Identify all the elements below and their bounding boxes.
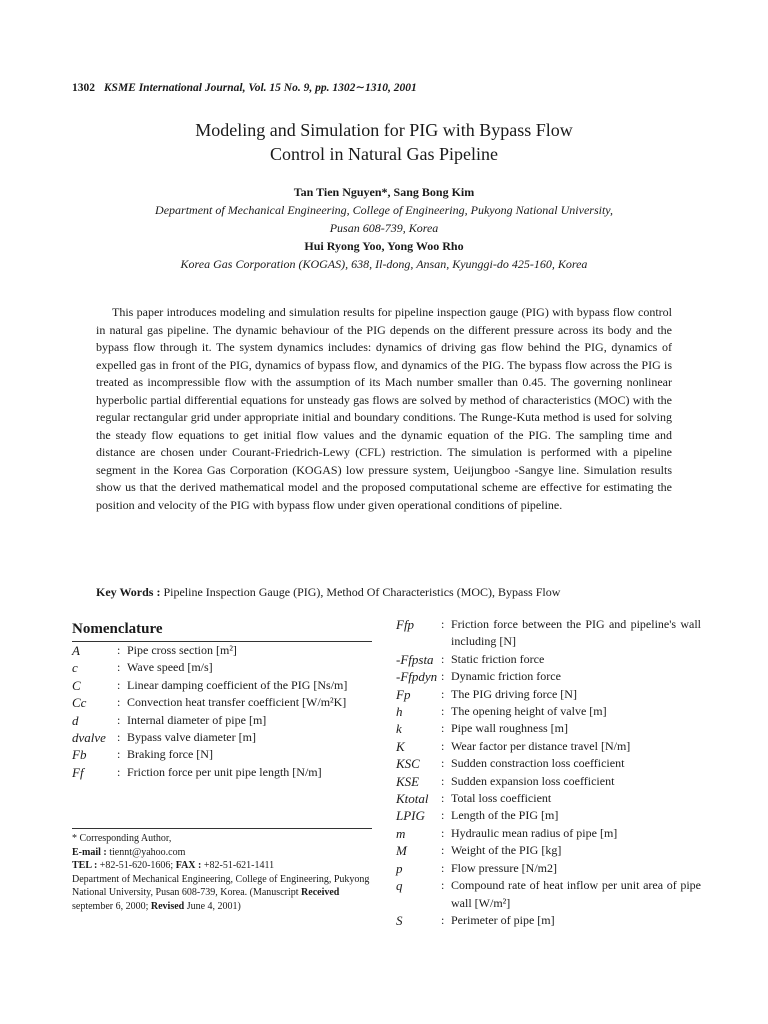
nomenclature-separator: : <box>441 773 445 788</box>
nomenclature-definition: Total loss coefficient <box>451 791 552 806</box>
nomenclature-symbol: Cc <box>72 695 87 711</box>
nomenclature-separator: : <box>117 712 121 727</box>
nomenclature-entry <box>72 677 372 694</box>
nomenclature-definition: Braking force [N] <box>127 747 213 762</box>
nomenclature-definition: Compound rate of heat inflow per unit area of pipe wall [W/m²] <box>451 878 701 910</box>
nomenclature-separator: : <box>117 695 121 710</box>
nomenclature-entry <box>72 642 372 659</box>
email-value: tiennt@yahoo.com <box>109 846 186 858</box>
nomenclature-symbol: C <box>72 677 81 693</box>
nomenclature-definition: Pipe cross section [m²] <box>127 643 237 657</box>
nomenclature-entry <box>396 703 701 720</box>
affiliation-1-line-2: Pusan 608-739, Korea <box>329 221 439 235</box>
nomenclature-symbol: m <box>396 825 406 841</box>
nomenclature-entry <box>396 825 701 842</box>
nomenclature-entry <box>72 729 372 746</box>
nomenclature-symbol: KSC <box>396 756 420 772</box>
nomenclature-entry <box>396 616 701 651</box>
nomenclature-definition: The PIG driving force [N] <box>451 686 577 701</box>
nomenclature-entry <box>72 659 372 676</box>
nomenclature-separator: : <box>441 738 445 753</box>
nomenclature-definition: Pipe wall roughness [m] <box>451 721 568 736</box>
nomenclature-left-column <box>72 616 372 781</box>
nomenclature-separator: : <box>117 643 121 657</box>
nomenclature-left-list <box>72 642 372 781</box>
nomenclature-separator: : <box>441 860 445 875</box>
nomenclature-definition: Perimeter of pipe [m] <box>451 912 555 927</box>
nomenclature-entry <box>396 651 701 668</box>
author-names-2: Hui Ryong Yoo, Yong Woo Rho <box>304 239 464 253</box>
paper-title <box>80 118 688 166</box>
nomenclature-separator: : <box>441 878 445 893</box>
nomenclature-right-column <box>396 616 701 929</box>
nomenclature-definition: Friction force per unit pipe length [N/m] <box>127 764 322 779</box>
nomenclature-symbol: Ktotal <box>396 791 429 807</box>
nomenclature-separator: : <box>441 843 445 858</box>
fax-label: FAX : <box>175 860 202 871</box>
keywords-text: Pipeline Inspection Gauge (PIG), Method Of Characteristics (MOC), Bypass Flow <box>163 585 561 599</box>
nomenclature-entry <box>72 694 372 711</box>
nomenclature-definition: Length of the PIG [m] <box>451 808 559 823</box>
nomenclature-definition: Internal diameter of pipe [m] <box>127 712 267 727</box>
nomenclature-separator: : <box>441 704 445 719</box>
nomenclature-entry <box>396 686 701 703</box>
nomenclature-entry <box>396 912 701 929</box>
nomenclature-separator: : <box>441 808 445 823</box>
nomenclature-symbol: p <box>396 860 403 876</box>
revised-label: Revised <box>150 900 185 912</box>
nomenclature-definition: Flow pressure [N/m2] <box>451 860 557 875</box>
nomenclature-separator: : <box>441 756 445 771</box>
nomenclature-symbol: Ffp <box>396 617 415 632</box>
title-line-1: Modeling and Simulation for PIG with Bypass Flow <box>195 120 573 140</box>
nomenclature-separator: : <box>441 686 445 701</box>
keywords <box>96 583 686 601</box>
nomenclature-definition: Weight of the PIG [kg] <box>451 843 562 858</box>
nomenclature-definition: Static friction force <box>451 651 545 666</box>
nomenclature-symbol: q <box>396 878 403 894</box>
nomenclature-entry <box>396 755 701 772</box>
footnote <box>72 828 372 913</box>
nomenclature-symbol: h <box>396 704 403 720</box>
nomenclature-symbol: LPIG <box>396 808 425 824</box>
nomenclature-symbol: Fp <box>396 686 411 702</box>
nomenclature-separator: : <box>117 677 121 692</box>
nomenclature-separator: : <box>441 721 445 736</box>
nomenclature-definition: Friction force between the PIG and pipeline's wall including [N] <box>451 617 701 649</box>
nomenclature-separator: : <box>441 825 445 840</box>
nomenclature-symbol: K <box>396 738 405 754</box>
revised-date: June 4, 2001) <box>186 900 241 912</box>
nomenclature-entry <box>396 773 701 790</box>
author-block <box>80 183 688 273</box>
nomenclature-separator: : <box>117 764 121 779</box>
nomenclature-symbol: Fb <box>72 747 87 763</box>
received-date: september 6, 2000; <box>72 900 149 912</box>
nomenclature-symbol: k <box>396 721 402 737</box>
author-names-1: Tan Tien Nguyen*, Sang Bong Kim <box>293 185 475 199</box>
nomenclature-symbol: dvalve <box>72 730 106 746</box>
nomenclature-entry <box>396 842 701 859</box>
nomenclature-symbol: d <box>72 712 79 728</box>
nomenclature-heading: Nomenclature <box>72 618 372 642</box>
nomenclature-separator: : <box>117 660 121 675</box>
journal-citation: KSME International Journal, Vol. 15 No. 9, pp. 1302∼1310, 2001 <box>103 82 417 94</box>
nomenclature-definition: Wear factor per distance travel [N/m] <box>451 738 631 753</box>
received-label: Received <box>301 887 340 898</box>
nomenclature-separator: : <box>441 791 445 806</box>
nomenclature-definition: Dynamic friction force <box>451 669 561 684</box>
nomenclature-entry <box>72 746 372 763</box>
nomenclature-symbol: A <box>72 643 80 658</box>
address-text: Department of Mechanical Engineering, College of Engineering, Pukyong National University, Pusan 608-739, Korea. (Manuscript <box>72 873 370 898</box>
affiliation-2: Korea Gas Corporation (KOGAS), 638, Il-dong, Ansan, Kyunggi-do 425-160, Korea <box>180 257 588 271</box>
page-number: 1302 <box>72 82 95 94</box>
nomenclature-separator: : <box>441 669 445 684</box>
footnote-phone-line <box>72 859 372 873</box>
footnote-email-line <box>72 846 372 860</box>
nomenclature-right-list <box>396 616 701 929</box>
nomenclature-entry <box>396 668 701 685</box>
nomenclature-symbol: KSE <box>396 773 420 789</box>
nomenclature-entry <box>72 764 372 781</box>
nomenclature-separator: : <box>441 912 445 927</box>
keywords-label: Key Words : <box>96 585 161 599</box>
nomenclature-definition: Hydraulic mean radius of pipe [m] <box>451 825 618 840</box>
nomenclature-entry <box>396 877 701 912</box>
nomenclature-separator: : <box>441 651 445 666</box>
nomenclature-definition: The opening height of valve [m] <box>451 704 607 719</box>
nomenclature-definition: Wave speed [m/s] <box>127 660 213 675</box>
nomenclature-symbol: S <box>396 912 403 928</box>
nomenclature-definition: Linear damping coefficient of the PIG [Ns/m] <box>127 677 348 692</box>
nomenclature-entry <box>396 720 701 737</box>
title-line-2: Control in Natural Gas Pipeline <box>270 144 498 164</box>
affiliation-1-line-1: Department of Mechanical Engineering, College of Engineering, Pukyong National University, <box>155 203 613 217</box>
nomenclature-symbol: -Ffpsta <box>396 651 434 667</box>
nomenclature-definition: Convection heat transfer coefficient [W/m²K] <box>127 695 347 710</box>
nomenclature-symbol: c <box>72 660 78 676</box>
tel-value: +82-51-620-1606; <box>99 860 174 871</box>
nomenclature-entry <box>396 790 701 807</box>
nomenclature-definition: Sudden expansion loss coefficient <box>451 773 615 788</box>
nomenclature-entry <box>396 860 701 877</box>
nomenclature-entry <box>396 807 701 824</box>
nomenclature-entry <box>72 712 372 729</box>
nomenclature-definition: Sudden constraction loss coefficient <box>451 756 625 771</box>
footnote-address <box>72 873 372 914</box>
footnote-corresponding: * Corresponding Author, <box>72 833 172 844</box>
nomenclature-symbol: -Ffpdyn <box>396 669 438 685</box>
nomenclature-entry <box>396 738 701 755</box>
nomenclature-separator: : <box>441 617 445 631</box>
nomenclature-symbol: M <box>396 843 407 859</box>
abstract: This paper introduces modeling and simulation results for pipeline inspection gauge (PIG) with bypass flow control in natural gas pipeline. The dynamic behaviour of the PIG depends on the different pressure across its body and the bypass flow through it. The system dynamics includes: dynamics of driving gas flow behind the PIG, dynamics of expelled gas in front of the PIG, dynamics of bypass flow, and dynamics of the PIG. The bypass flow across the PIG is treated as incompressible flow with the assumption of its Mach number smaller than 0.45. The governing nonlinear hyperbolic partial differential equations for unsteady gas flows are solved by method of characteristics (MOC) with the regular rectangular grid under appropriate initial and boundary conditions. The Runge-Kuta method is used for solving the steady flow equations to get initial flow values and the dynamic equation of the PIG. The sampling time and distance are chosen under Courant-Friedrich-Lewy (CFL) restriction. The simulation is performed with a pipeline segment in the Korea Gas Corporation (KOGAS) low pressure system, Ueijungboo -Sangye line. Simulation results show us that the derived mathematical model and the proposed computational scheme are effective for estimating the position and velocity of the PIG with bypass flow under given operational conditions of pipeline. <box>96 305 672 512</box>
nomenclature-symbol: Ff <box>72 764 84 780</box>
fax-value: +82-51-621-1411 <box>203 860 275 871</box>
nomenclature-separator: : <box>117 730 121 745</box>
running-head <box>72 80 417 94</box>
tel-label: TEL : <box>72 860 98 871</box>
nomenclature-separator: : <box>117 747 121 762</box>
nomenclature-definition: Bypass valve diameter [m] <box>127 730 256 745</box>
email-label: E-mail : <box>72 846 107 858</box>
